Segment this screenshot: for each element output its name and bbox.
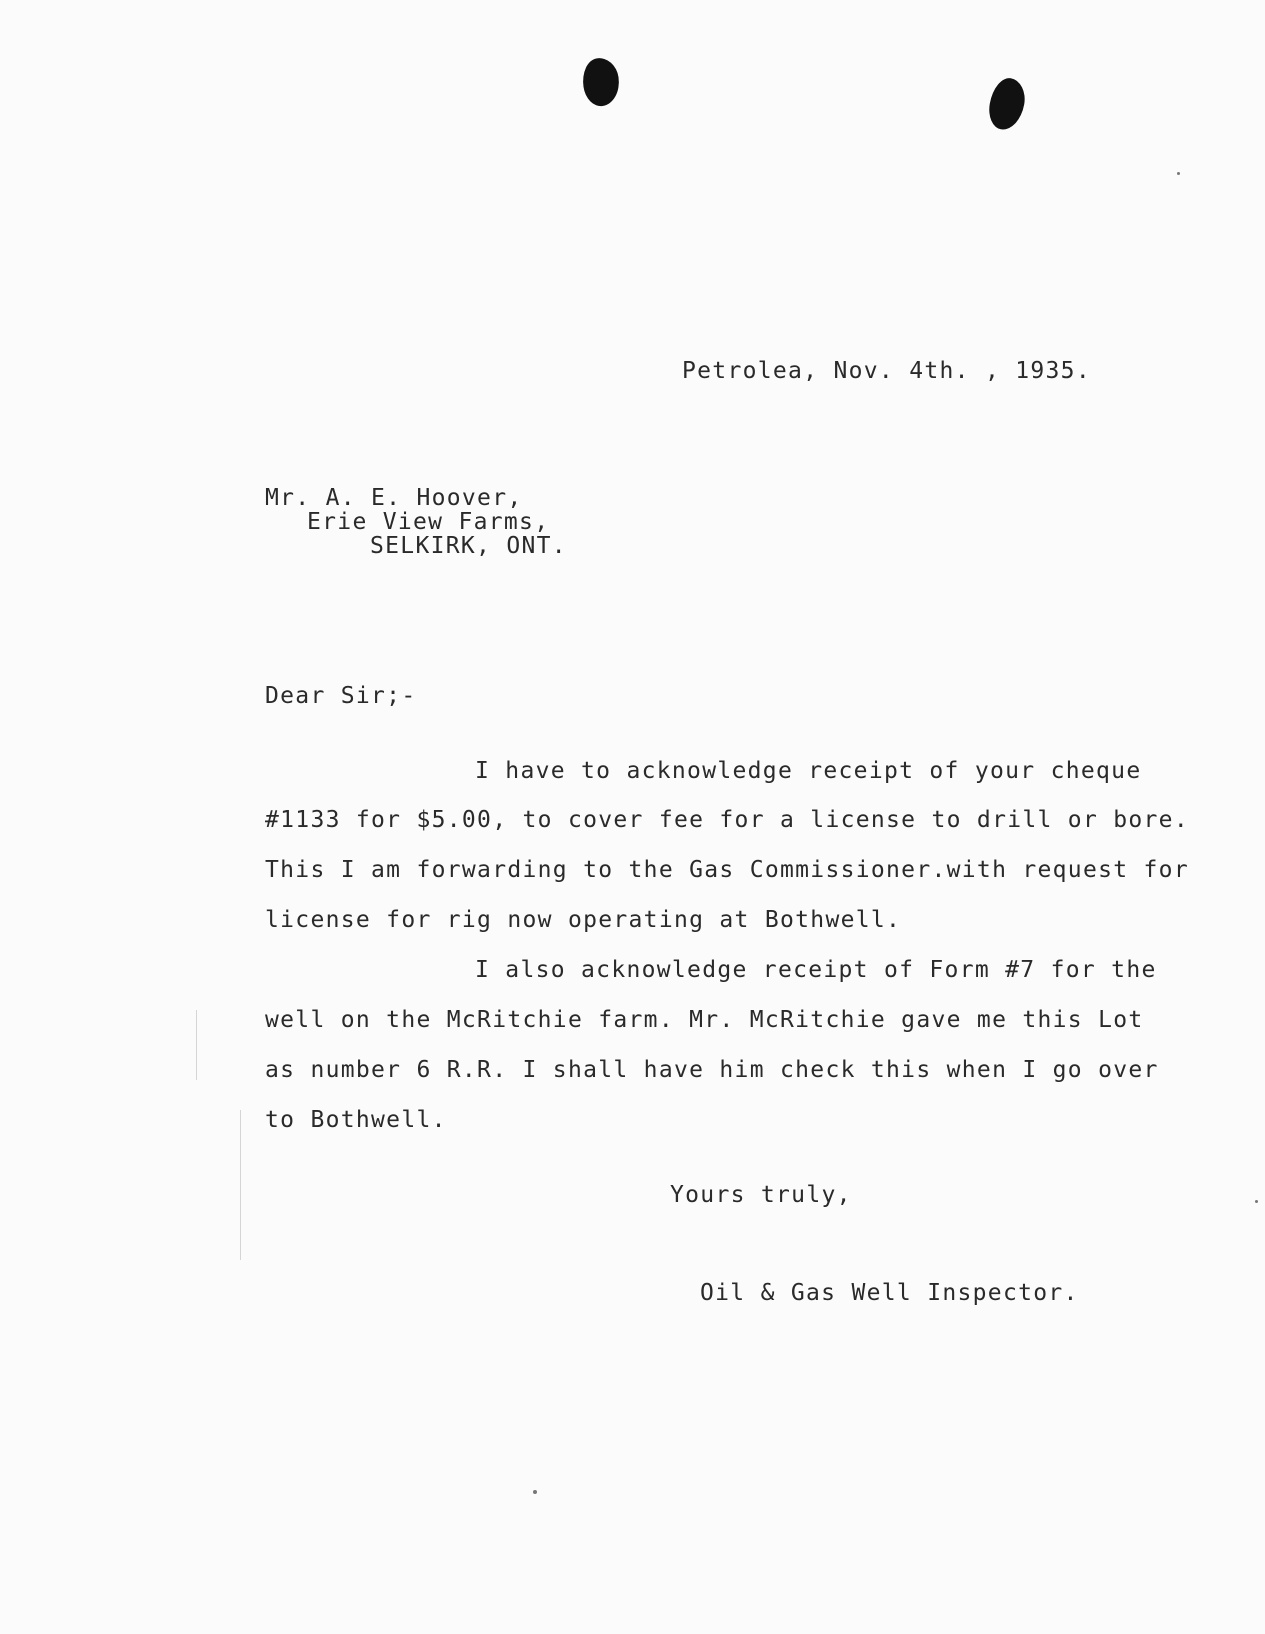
body-line: #1133 for $5.00, to cover fee for a license to drill or bore.: [265, 807, 1189, 833]
recipient-farm: Erie View Farms,: [307, 509, 550, 535]
body-line: as number 6 R.R. I shall have him check this when I go over: [265, 1057, 1159, 1083]
body-line: license for rig now operating at Bothwell.: [265, 907, 902, 933]
punch-hole-left: [580, 56, 622, 109]
signature-title: Oil & Gas Well Inspector.: [700, 1280, 1079, 1306]
body-line: This I am forwarding to the Gas Commissioner.with request for: [265, 857, 1189, 883]
body-line: I also acknowledge receipt of Form #7 for the: [475, 957, 1157, 983]
recipient-town: SELKIRK, ONT.: [370, 533, 567, 559]
body-line: well on the McRitchie farm. Mr. McRitchie gave me this Lot: [265, 1007, 1144, 1033]
ink-speck: [1177, 172, 1180, 175]
closing: Yours truly,: [670, 1182, 852, 1208]
salutation: Dear Sir;-: [265, 683, 417, 709]
letter-date: Petrolea, Nov. 4th. , 1935.: [682, 358, 1091, 384]
body-line: I have to acknowledge receipt of your cheque: [475, 758, 1142, 784]
ink-speck: [533, 1490, 537, 1494]
paper-crease: [196, 1010, 197, 1080]
paper-crease: [240, 1110, 241, 1260]
body-line: to Bothwell.: [265, 1107, 447, 1133]
punch-hole-right: [986, 75, 1029, 132]
recipient-name: Mr. A. E. Hoover,: [265, 485, 523, 511]
ink-speck: [1255, 1200, 1258, 1203]
